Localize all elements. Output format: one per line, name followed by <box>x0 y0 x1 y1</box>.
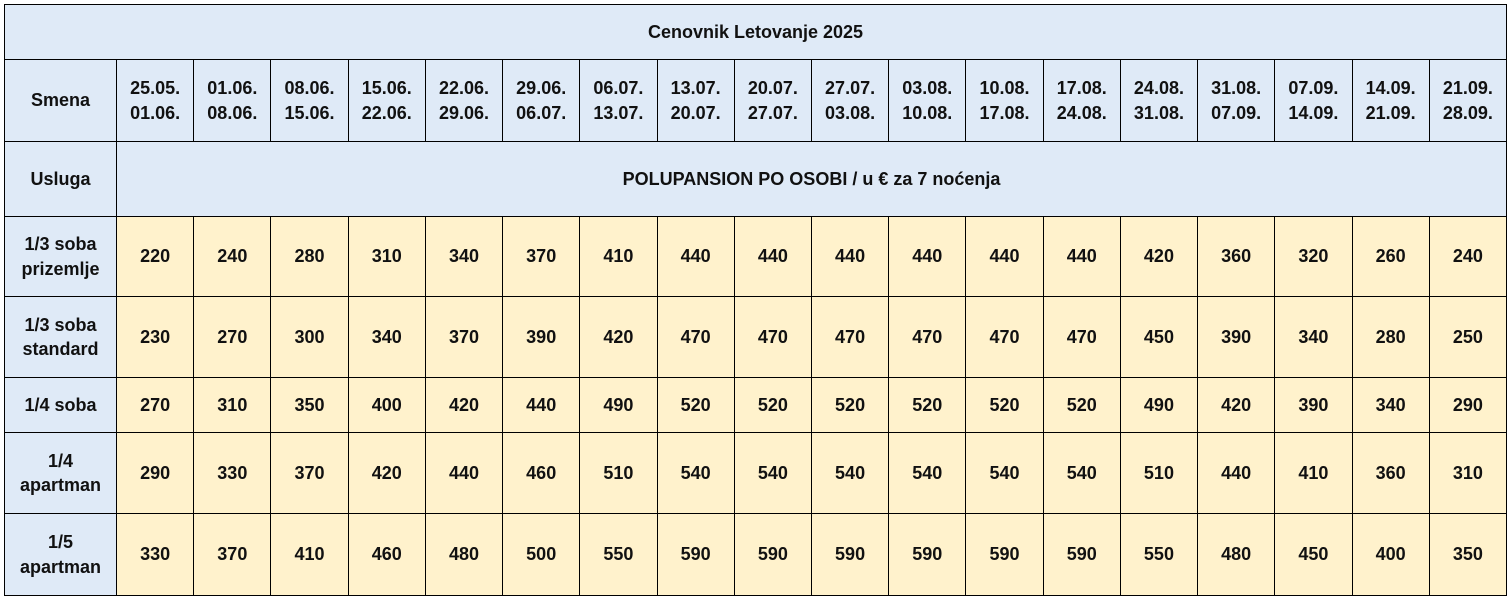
price-cell: 300 <box>271 297 348 378</box>
price-cell: 520 <box>966 378 1043 433</box>
shift-period-to: 22.06. <box>361 102 412 123</box>
price-cell: 540 <box>1043 433 1120 514</box>
price-cell: 310 <box>1429 433 1506 514</box>
price-cell: 460 <box>348 514 425 596</box>
price-cell: 550 <box>1120 514 1197 596</box>
table-row <box>5 514 1507 596</box>
price-cell: 480 <box>425 514 502 596</box>
price-cell: 330 <box>117 514 194 596</box>
room-type-label <box>5 217 117 297</box>
price-cell: 370 <box>425 297 502 378</box>
price-cell: 360 <box>1352 433 1429 514</box>
shift-period-from: 25.05. <box>130 78 181 99</box>
room-type-label <box>5 378 117 433</box>
shift-period-from: 14.09. <box>1365 78 1416 99</box>
price-cell: 440 <box>966 217 1043 297</box>
price-cell: 520 <box>811 378 888 433</box>
price-cell: 440 <box>1043 217 1120 297</box>
shift-period-from: 24.08. <box>1133 78 1184 99</box>
room-type-line-1: 1/3 soba <box>24 314 97 335</box>
price-cell: 240 <box>194 217 271 297</box>
price-cell: 470 <box>1043 297 1120 378</box>
price-cell: 290 <box>117 433 194 514</box>
price-cell: 470 <box>657 297 734 378</box>
price-cell: 350 <box>1429 514 1506 596</box>
price-cell: 470 <box>966 297 1043 378</box>
room-type-line-1: 1/5 <box>47 532 74 553</box>
shift-period-from: 21.09. <box>1442 78 1493 99</box>
shift-period-from: 31.08. <box>1211 78 1262 99</box>
price-cell: 520 <box>734 378 811 433</box>
shift-period <box>1198 60 1275 142</box>
shift-period-to: 15.06. <box>284 102 335 123</box>
shift-period <box>425 60 502 142</box>
price-cell: 440 <box>734 217 811 297</box>
shift-period <box>657 60 734 142</box>
price-cell: 270 <box>117 378 194 433</box>
shift-period-to: 13.07. <box>593 102 644 123</box>
price-cell: 220 <box>117 217 194 297</box>
service-value: POLUPANSION PO OSOBI / u € za 7 noćenja <box>117 142 1507 217</box>
price-cell: 310 <box>194 378 271 433</box>
price-cell: 590 <box>657 514 734 596</box>
price-cell: 360 <box>1198 217 1275 297</box>
table-row <box>5 297 1507 378</box>
price-cell: 330 <box>194 433 271 514</box>
price-cell: 340 <box>1275 297 1352 378</box>
price-cell: 400 <box>1352 514 1429 596</box>
table-title: Cenovnik Letovanje 2025 <box>5 5 1507 60</box>
shift-period <box>1352 60 1429 142</box>
price-cell: 350 <box>271 378 348 433</box>
price-cell: 390 <box>1198 297 1275 378</box>
price-cell: 370 <box>271 433 348 514</box>
price-cell: 420 <box>348 433 425 514</box>
room-type-line-1: 1/4 soba <box>24 394 97 415</box>
shift-period-from: 17.08. <box>1056 78 1107 99</box>
price-cell: 510 <box>580 433 657 514</box>
shift-period-from: 20.07. <box>747 78 798 99</box>
price-cell: 390 <box>503 297 580 378</box>
price-cell: 590 <box>734 514 811 596</box>
shift-period-from: 22.06. <box>438 78 489 99</box>
shift-period-to: 06.07. <box>516 102 567 123</box>
shift-period-from: 01.06. <box>207 78 258 99</box>
table-row <box>5 217 1507 297</box>
room-type-label <box>5 297 117 378</box>
price-table <box>4 4 1507 596</box>
price-cell: 420 <box>580 297 657 378</box>
room-type-line-1: 1/4 <box>47 450 74 471</box>
price-cell: 520 <box>657 378 734 433</box>
shift-period <box>1429 60 1506 142</box>
service-label: Usluga <box>5 142 117 217</box>
price-cell: 440 <box>657 217 734 297</box>
shift-period-to: 20.07. <box>670 102 721 123</box>
price-cell: 340 <box>1352 378 1429 433</box>
price-cell: 440 <box>425 433 502 514</box>
shift-period-from: 08.06. <box>284 78 335 99</box>
shift-period <box>1275 60 1352 142</box>
price-cell: 520 <box>889 378 966 433</box>
shift-period-to: 03.08. <box>825 102 876 123</box>
shift-period-to: 24.08. <box>1056 102 1107 123</box>
shift-period <box>348 60 425 142</box>
price-cell: 590 <box>889 514 966 596</box>
price-cell: 510 <box>1120 433 1197 514</box>
shift-period <box>503 60 580 142</box>
price-cell: 470 <box>734 297 811 378</box>
shift-period-to: 27.07. <box>747 102 798 123</box>
price-cell: 440 <box>889 217 966 297</box>
shift-period <box>734 60 811 142</box>
price-cell: 500 <box>503 514 580 596</box>
shift-period-to: 14.09. <box>1288 102 1339 123</box>
price-cell: 540 <box>734 433 811 514</box>
shift-period <box>271 60 348 142</box>
price-cell: 410 <box>580 217 657 297</box>
price-cell: 260 <box>1352 217 1429 297</box>
price-cell: 420 <box>1120 217 1197 297</box>
room-type-line-2: prizemlje <box>21 258 100 279</box>
shift-period <box>194 60 271 142</box>
price-cell: 590 <box>966 514 1043 596</box>
price-cell: 280 <box>1352 297 1429 378</box>
shift-period <box>966 60 1043 142</box>
price-cell: 370 <box>503 217 580 297</box>
shift-period-to: 29.06. <box>438 102 489 123</box>
price-cell: 320 <box>1275 217 1352 297</box>
price-cell: 440 <box>811 217 888 297</box>
title-row <box>5 5 1507 60</box>
room-type-line-1: 1/3 soba <box>24 234 97 255</box>
price-cell: 420 <box>425 378 502 433</box>
price-cell: 540 <box>657 433 734 514</box>
shift-label: Smena <box>5 60 117 142</box>
room-type-label <box>5 433 117 514</box>
shift-period-from: 27.07. <box>825 78 876 99</box>
price-cell: 490 <box>580 378 657 433</box>
shift-period <box>580 60 657 142</box>
price-cell: 450 <box>1120 297 1197 378</box>
price-cell: 590 <box>1043 514 1120 596</box>
shift-period <box>117 60 194 142</box>
price-cell: 270 <box>194 297 271 378</box>
price-cell: 590 <box>811 514 888 596</box>
shift-period-from: 07.09. <box>1288 78 1339 99</box>
price-cell: 540 <box>811 433 888 514</box>
price-cell: 440 <box>503 378 580 433</box>
price-cell: 520 <box>1043 378 1120 433</box>
room-type-line-2: apartman <box>19 556 102 577</box>
shift-period-from: 15.06. <box>361 78 412 99</box>
price-cell: 230 <box>117 297 194 378</box>
shift-period-from: 03.08. <box>902 78 953 99</box>
shift-period-from: 10.08. <box>979 78 1030 99</box>
table-row <box>5 433 1507 514</box>
price-cell: 250 <box>1429 297 1506 378</box>
shift-period-to: 10.08. <box>902 102 953 123</box>
price-cell: 540 <box>889 433 966 514</box>
shift-period-to: 21.09. <box>1365 102 1416 123</box>
shift-period-to: 08.06. <box>207 102 258 123</box>
room-type-label <box>5 514 117 596</box>
shift-period-to: 31.08. <box>1133 102 1184 123</box>
price-cell: 340 <box>425 217 502 297</box>
shift-period <box>889 60 966 142</box>
price-cell: 400 <box>348 378 425 433</box>
price-cell: 550 <box>580 514 657 596</box>
table-row <box>5 378 1507 433</box>
price-cell: 440 <box>1198 433 1275 514</box>
shift-period-from: 29.06. <box>516 78 567 99</box>
price-cell: 310 <box>348 217 425 297</box>
shift-period-from: 13.07. <box>670 78 721 99</box>
price-cell: 470 <box>811 297 888 378</box>
price-cell: 410 <box>1275 433 1352 514</box>
price-cell: 420 <box>1198 378 1275 433</box>
price-cell: 470 <box>889 297 966 378</box>
price-cell: 460 <box>503 433 580 514</box>
shift-period <box>811 60 888 142</box>
price-cell: 390 <box>1275 378 1352 433</box>
price-cell: 410 <box>271 514 348 596</box>
shift-period-from: 06.07. <box>593 78 644 99</box>
shift-period-to: 01.06. <box>130 102 181 123</box>
shift-row <box>5 60 1507 142</box>
shift-period-to: 28.09. <box>1442 102 1493 123</box>
room-type-line-2: standard <box>22 339 99 359</box>
shift-period-to: 07.09. <box>1211 102 1262 123</box>
price-cell: 450 <box>1275 514 1352 596</box>
room-type-line-2: apartman <box>19 475 102 495</box>
price-cell: 280 <box>271 217 348 297</box>
shift-period <box>1120 60 1197 142</box>
service-row <box>5 142 1507 217</box>
price-cell: 290 <box>1429 378 1506 433</box>
price-cell: 490 <box>1120 378 1197 433</box>
price-cell: 540 <box>966 433 1043 514</box>
price-cell: 370 <box>194 514 271 596</box>
price-cell: 480 <box>1198 514 1275 596</box>
shift-period-to: 17.08. <box>979 102 1030 123</box>
price-list-container <box>4 4 1507 595</box>
price-cell: 240 <box>1429 217 1506 297</box>
price-cell: 340 <box>348 297 425 378</box>
shift-period <box>1043 60 1120 142</box>
